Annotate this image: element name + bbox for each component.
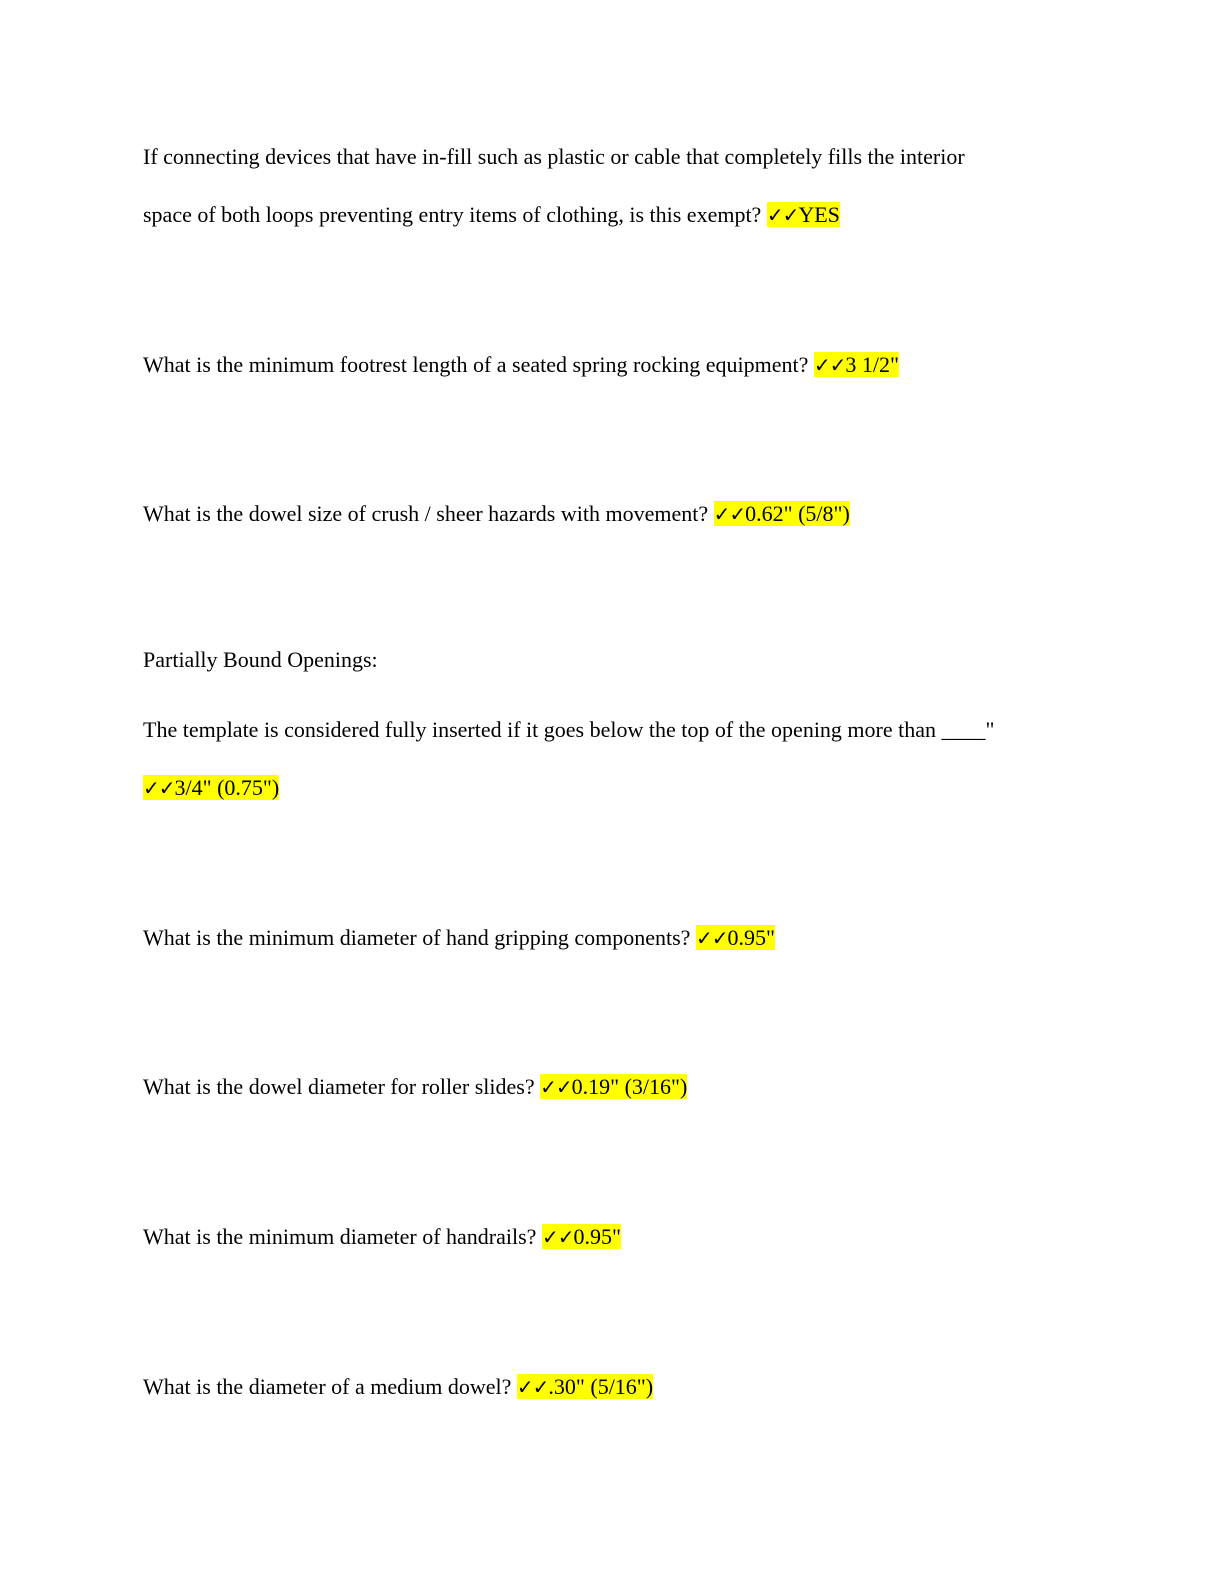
highlighted-answer [696, 925, 775, 950]
answer-text: 0.62" (5/8") [745, 501, 850, 526]
question-text: space of both loops preventing entry items of clothing, is this exempt? [143, 202, 762, 227]
question-line [143, 1072, 687, 1102]
highlighted-answer [517, 1374, 653, 1399]
question-text: What is the diameter of a medium dowel? [143, 1374, 512, 1399]
question-line [143, 1372, 653, 1402]
highlighted-answer [814, 352, 899, 377]
question-text: If connecting devices that have in-fill such as plastic or cable that completely fills the interior [143, 144, 965, 169]
heading-text: Partially Bound Openings: [143, 647, 378, 672]
question-text: What is the minimum diameter of handrails? [143, 1224, 537, 1249]
question-line [143, 200, 840, 230]
answer-text: 3/4" (0.75") [174, 775, 280, 800]
question-text: The template is considered fully inserted if it goes below the top of the opening more than ____" [143, 717, 995, 742]
check-icon: ✓✓ [713, 502, 746, 526]
check-icon: ✓✓ [766, 203, 799, 227]
question-text: What is the minimum footrest length of a seated spring rocking equipment? [143, 352, 809, 377]
highlighted-answer [714, 501, 850, 526]
question-line [143, 1222, 621, 1252]
answer-text: 0.95" [727, 925, 775, 950]
section-heading [143, 645, 378, 675]
answer-text: 0.95" [573, 1224, 621, 1249]
answer-text: .30" (5/16") [548, 1374, 654, 1399]
answer-text: 3 1/2" [845, 352, 899, 377]
question-line [143, 499, 850, 529]
question-line [143, 142, 965, 172]
check-icon: ✓✓ [813, 353, 846, 377]
question-line [143, 715, 995, 745]
check-icon: ✓✓ [143, 776, 175, 800]
highlighted-answer [767, 202, 840, 227]
question-line [143, 350, 899, 380]
check-icon: ✓✓ [541, 1225, 574, 1249]
answer-line [143, 773, 279, 803]
check-icon: ✓✓ [695, 926, 728, 950]
question-text: What is the dowel diameter for roller slides? [143, 1074, 535, 1099]
answer-text: 0.19" (3/16") [571, 1074, 688, 1099]
check-icon: ✓✓ [540, 1075, 572, 1099]
question-text: What is the minimum diameter of hand gripping components? [143, 925, 691, 950]
highlighted-answer [540, 1074, 687, 1099]
question-line [143, 923, 775, 953]
highlighted-answer [542, 1224, 621, 1249]
check-icon: ✓✓ [516, 1375, 549, 1399]
highlighted-answer [143, 775, 279, 800]
answer-text: YES [798, 202, 840, 227]
question-text: What is the dowel size of crush / sheer hazards with movement? [143, 501, 709, 526]
